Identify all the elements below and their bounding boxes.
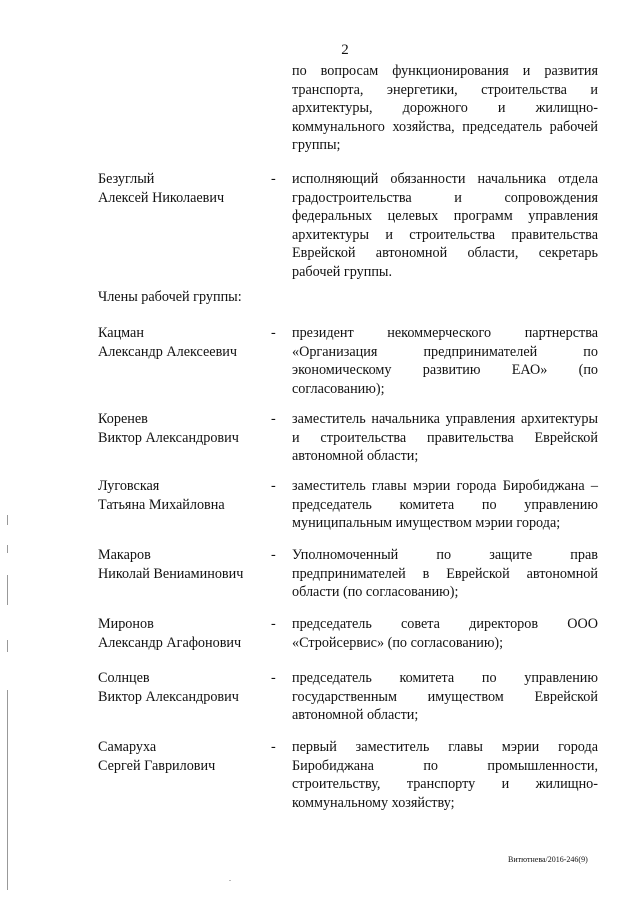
secretary-dash: -: [271, 171, 276, 187]
member-description: первый заместитель главы мэрии города Биробиджана по промышленности, строительству, транспорту и жилищно-коммунальному хозяйству;: [292, 739, 598, 811]
scan-margin-mark: [7, 545, 8, 553]
member-name: [98, 615, 268, 652]
member-given-names: Татьяна Михайловна: [98, 496, 225, 513]
member-name: [98, 324, 268, 361]
member-surname: Луговская: [98, 478, 160, 494]
page-number: 2: [341, 42, 349, 58]
member-surname: Миронов: [98, 616, 154, 632]
scan-margin-mark: [7, 640, 8, 652]
member-name: [98, 477, 268, 514]
member-given-names: Александр Агафонович: [98, 634, 242, 651]
member-given-names: Виктор Александрович: [98, 688, 239, 705]
member-surname: Коренев: [98, 411, 148, 427]
scan-margin-mark: [7, 690, 8, 890]
member-surname: Солнцев: [98, 670, 150, 686]
member-name: [98, 669, 268, 706]
member-description: Уполномоченный по защите прав предпринимателей в Еврейской автономной области (по согласованию);: [292, 547, 598, 600]
member-dash: -: [271, 739, 276, 755]
member-description: заместитель начальника управления архитектуры и строительства правительства Еврейской автономной области;: [292, 411, 598, 464]
member-given-names: Александр Алексеевич: [98, 343, 238, 360]
member-dash: -: [271, 478, 276, 494]
members-heading: Члены рабочей группы:: [98, 289, 242, 305]
member-name: [98, 546, 268, 583]
member-surname: Макаров: [98, 547, 151, 563]
member-dash: -: [271, 547, 276, 563]
scan-dot: [229, 880, 231, 881]
member-name: [98, 410, 268, 447]
member-description: заместитель главы мэрии города Биробиджана – председатель комитета по управлению муниципальным имуществом мэрии города;: [292, 478, 598, 531]
intro-description: по вопросам функционирования и развития транспорта, энергетики, строительства и архитектуры, дорожного и жилищно-коммунального хозяйства, председатель рабочей группы;: [292, 63, 598, 153]
secretary-surname: Безуглый: [98, 171, 155, 187]
scan-margin-mark: [7, 515, 8, 525]
member-dash: -: [271, 325, 276, 341]
secretary-description: исполняющий обязанности начальника отдела градостроительства и сопровождения федеральных целевых программ управления архитектуры и строительства правительства Еврейской автономной области, секретарь рабочей группы.: [292, 171, 598, 280]
member-description: президент некоммерческого партнерства «Организация предпринимателей по экономическому развитию ЕАО» (по согласованию);: [292, 325, 598, 397]
member-dash: -: [271, 670, 276, 686]
member-dash: -: [271, 616, 276, 632]
member-name: [98, 738, 268, 775]
secretary-name: [98, 170, 268, 207]
member-surname: Самаруха: [98, 739, 157, 755]
member-given-names: Сергей Гаврилович: [98, 757, 216, 774]
member-surname: Кацман: [98, 325, 144, 341]
member-description: председатель комитета по управлению государственным имуществом Еврейской автономной области;: [292, 670, 598, 723]
member-given-names: Виктор Александрович: [98, 429, 239, 446]
member-description: председатель совета директоров ООО «Стройсервис» (по согласованию);: [292, 616, 598, 651]
scan-margin-mark: [7, 575, 8, 605]
secretary-given-names: Алексей Николаевич: [98, 189, 225, 206]
member-given-names: Николай Вениаминович: [98, 565, 244, 582]
document-code: Витютнева/2016-246(9): [508, 855, 588, 864]
member-dash: -: [271, 411, 276, 427]
